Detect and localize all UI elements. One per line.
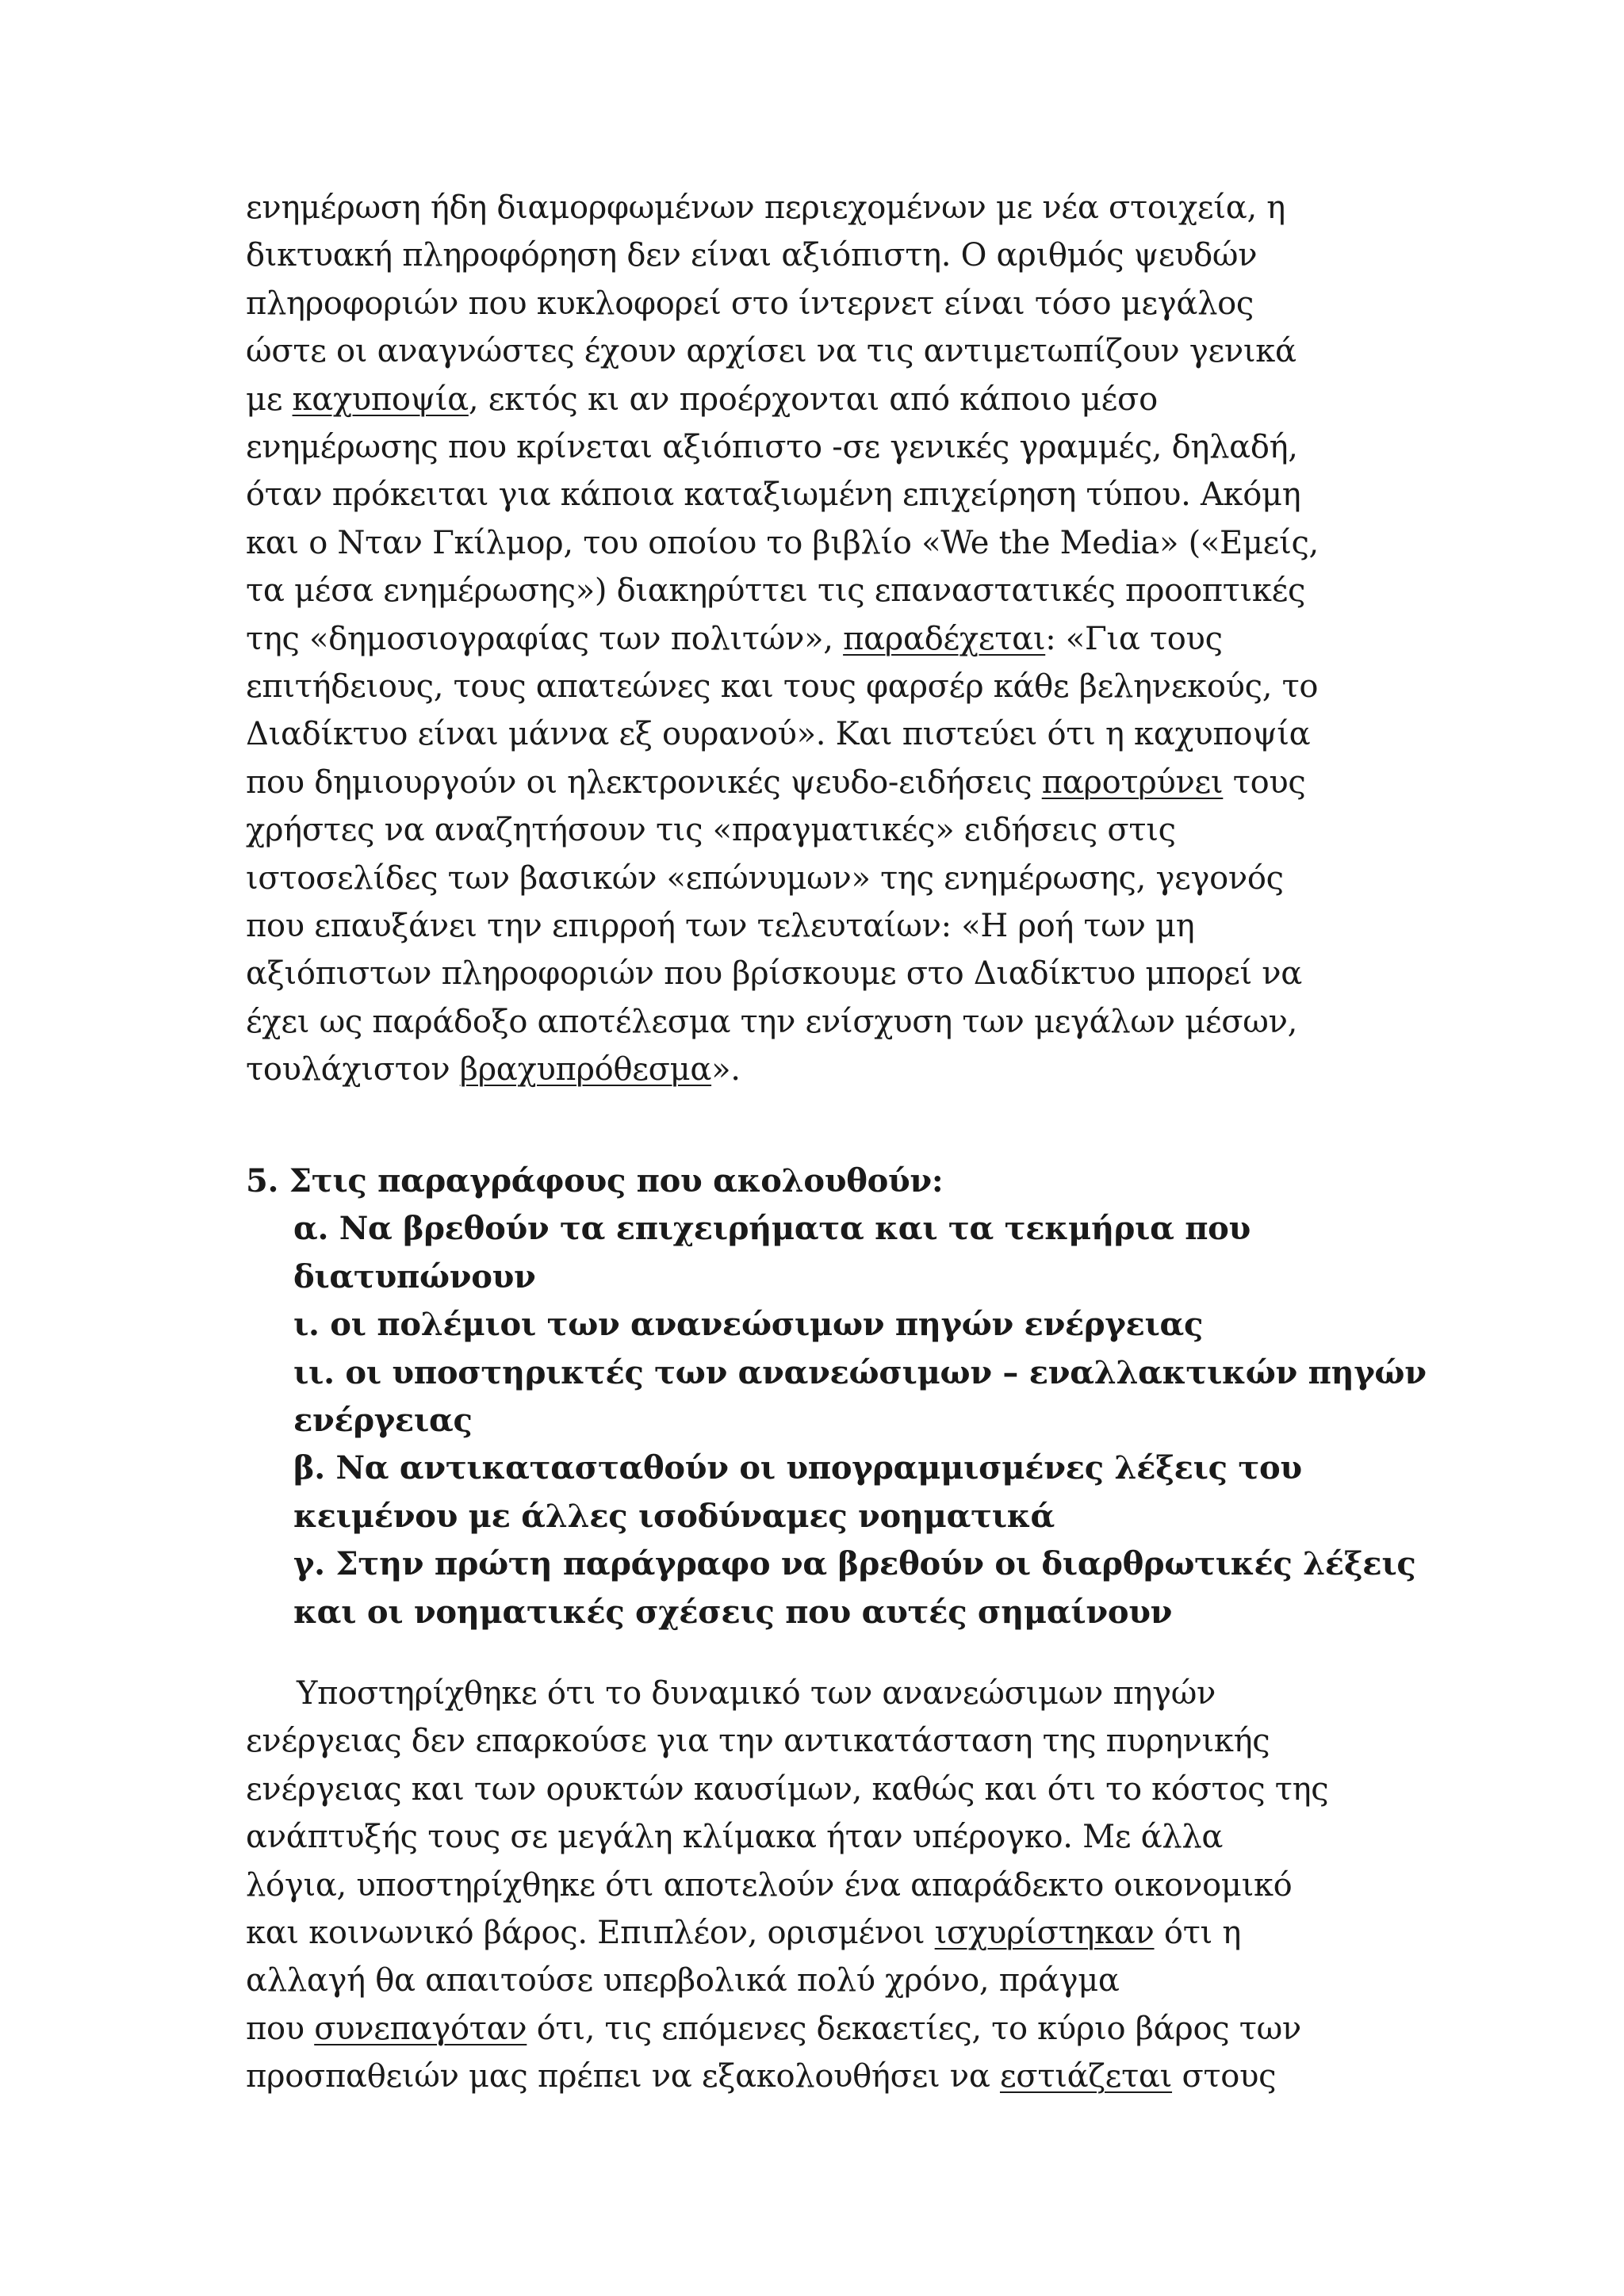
text-run: και ο Νταν Γκίλμορ, του οποίου το βιβλίο «We the Media» («Εμείς, <box>246 524 1319 561</box>
text-run: Διαδίκτυο είναι μάννα εξ ουρανού». Και πιστεύει ότι η καχυποψία <box>246 716 1311 753</box>
text-run: που <box>246 2010 315 2047</box>
text-run: ». <box>711 1051 741 1089</box>
paragraph-2-line <box>246 1766 1328 1813</box>
paragraph-2-line <box>246 2005 1301 2053</box>
underlined-word: παραδέχεται <box>843 620 1046 657</box>
paragraph-1-line <box>246 663 1318 710</box>
paragraph-1-line <box>246 855 1284 902</box>
text-run: της «δημοσιογραφίας των πολιτών», <box>246 620 844 657</box>
text-run: και κοινωνικό βάρος. Επιπλέον, ορισμένοι <box>246 1915 935 1951</box>
text-run: ανάπτυξής τους σε μεγάλη κλίμακα ήταν υπέρογκο. Με άλλα <box>246 1819 1224 1856</box>
underlined-word: συνεπαγόταν <box>314 2010 527 2047</box>
text-run: αλλαγή θα απαιτούσε υπερβολικά πολύ χρόνο, πράγμα <box>246 1962 1120 1999</box>
text-run: που επαυξάνει την επιρροή των τελευταίων: «Η ροή των μη <box>246 908 1195 944</box>
text-run: Υποστηρίχθηκε ότι το δυναμικό των ανανεώσιμων πηγών <box>297 1675 1216 1712</box>
text-run: β. Να αντικατασταθούν οι υπογραμμισμένες λέξεις του <box>293 1449 1302 1487</box>
question-line <box>293 1349 1427 1397</box>
text-run: πληροφοριών που κυκλοφορεί στο ίντερνετ είναι τόσο μεγάλος <box>246 285 1254 322</box>
paragraph-2-line <box>246 2053 1276 2100</box>
text-run: ι. οι πολέμιοι των ανανεώσιμων πηγών ενέργειας <box>293 1306 1204 1344</box>
paragraph-1-line <box>246 184 1285 232</box>
underlined-word: βραχυπρόθεσμα <box>459 1051 712 1089</box>
underlined-word: εστιάζεται <box>999 2058 1173 2095</box>
paragraph-2-line <box>297 1670 1216 1717</box>
text-run: ενέργειας <box>293 1402 473 1439</box>
question-line <box>293 1445 1302 1492</box>
paragraph-1-line <box>246 998 1297 1046</box>
text-run: επιτήδειους, τους απατεώνες και τους φαρσέρ κάθε βεληνεκούς, το <box>246 668 1319 705</box>
underlined-word: ισχυρίστηκαν <box>934 1915 1155 1951</box>
question-line <box>293 1540 1415 1588</box>
text-run: ενημέρωσης που κρίνεται αξιόπιστο -σε γενικές γραμμές, δηλαδή, <box>246 429 1298 465</box>
paragraph-1-line <box>246 376 1158 423</box>
paragraph-1-line <box>246 423 1298 471</box>
question-line <box>293 1253 536 1301</box>
paragraph-1-line <box>246 710 1310 758</box>
paragraph-1-line <box>246 519 1319 567</box>
question-line <box>293 1205 1251 1253</box>
text-run: ιστοσελίδες των βασικών «επώνυμων» της ενημέρωσης, γεγονός <box>246 859 1284 897</box>
text-run: τα μέσα ενημέρωσης») διακηρύττει τις επαναστατικές προοπτικές <box>246 572 1306 610</box>
paragraph-1-line <box>246 806 1176 854</box>
underlined-word: παροτρύνει <box>1041 763 1224 801</box>
paragraph-1-line <box>246 327 1297 375</box>
paragraph-2-line <box>246 1862 1292 1909</box>
text-run: που δημιουργούν οι ηλεκτρονικές ψευδο-ειδήσεις <box>246 763 1042 801</box>
text-run: λόγια, υποστηρίχθηκε ότι αποτελούν ένα απαράδεκτο οικονομικό <box>246 1866 1293 1904</box>
text-run: ενέργειας δεν επαρκούσε για την αντικατάσταση της πυρηνικής <box>246 1723 1270 1760</box>
text-run: κειμένου με άλλες ισοδύναμες νοηματικά <box>293 1497 1055 1535</box>
text-run: και οι νοηματικές σχέσεις που αυτές σημαίνουν <box>293 1593 1173 1631</box>
paragraph-1-line <box>246 1046 741 1093</box>
text-run: 5. Στις παραγράφους που ακολουθούν: <box>246 1162 944 1200</box>
text-run: ιι. οι υποστηρικτές των ανανεώσιμων – εναλλακτικών πηγών <box>293 1353 1427 1391</box>
paragraph-1-line <box>246 232 1257 279</box>
paragraph-1-line <box>246 471 1300 519</box>
text-run: όταν πρόκειται για κάποια καταξιωμένη επιχείρηση τύπου. Ακόμη <box>246 476 1301 514</box>
paragraph-1-line <box>246 950 1302 997</box>
text-run: , εκτός κι αν προέρχονται από κάποιο μέσο <box>468 381 1158 418</box>
text-run: τους <box>1223 763 1306 801</box>
underlined-word: καχυποψία <box>292 381 469 418</box>
paragraph-2-line <box>246 1813 1223 1861</box>
paragraph-1-line <box>246 280 1254 327</box>
text-run: ώστε οι αναγνώστες έχουν αρχίσει να τις αντιμετωπίζουν γενικά <box>246 333 1297 370</box>
text-run: α. Να βρεθούν τα επιχειρήματα και τα τεκμήρια που <box>293 1210 1251 1248</box>
question-line <box>293 1301 1203 1349</box>
question-line <box>293 1397 473 1445</box>
text-run: ότι η <box>1154 1915 1242 1951</box>
text-run: έχει ως παράδοξο αποτέλεσμα την ενίσχυση των μεγάλων μέσων, <box>246 1003 1298 1040</box>
paragraph-1-line <box>246 567 1305 614</box>
paragraph-1-line <box>246 902 1194 950</box>
paragraph-2-line <box>246 1957 1120 2004</box>
text-run: : «Για τους <box>1045 620 1223 657</box>
paragraph-2-line <box>246 1909 1241 1957</box>
text-run: τουλάχιστον <box>246 1051 460 1089</box>
text-run: προσπαθειών μας πρέπει να εξακολουθήσει να <box>246 2058 1000 2095</box>
paragraph-2-line <box>246 1717 1270 1765</box>
text-run: αξιόπιστων πληροφοριών που βρίσκουμε στο Διαδίκτυο μπορεί να <box>246 955 1303 993</box>
paragraph-1-line <box>246 615 1223 663</box>
text-run: γ. Στην πρώτη παράγραφο να βρεθούν οι διαρθρωτικές λέξεις <box>293 1545 1416 1583</box>
question-line <box>293 1589 1172 1636</box>
question-line <box>293 1493 1055 1540</box>
text-run: στους <box>1172 2058 1277 2095</box>
text-run: ότι, τις επόμενες δεκαετίες, το κύριο βάρος των <box>527 2010 1301 2047</box>
text-run: χρήστες να αναζητήσουν τις «πραγματικές» ειδήσεις στις <box>246 812 1176 849</box>
text-run: ενημέρωση ήδη διαμορφωμένων περιεχομένων με νέα στοιχεία, η <box>246 189 1285 226</box>
text-run: ενέργειας και των ορυκτών καυσίμων, καθώς και ότι το κόστος της <box>246 1770 1329 1808</box>
text-run: με <box>246 381 293 418</box>
paragraph-1-line <box>246 759 1305 806</box>
text-run: δικτυακή πληροφόρηση δεν είναι αξιόπιστη. Ο αριθμός ψευδών <box>246 237 1258 274</box>
question-line <box>246 1158 943 1205</box>
text-run: διατυπώνουν <box>293 1257 536 1295</box>
